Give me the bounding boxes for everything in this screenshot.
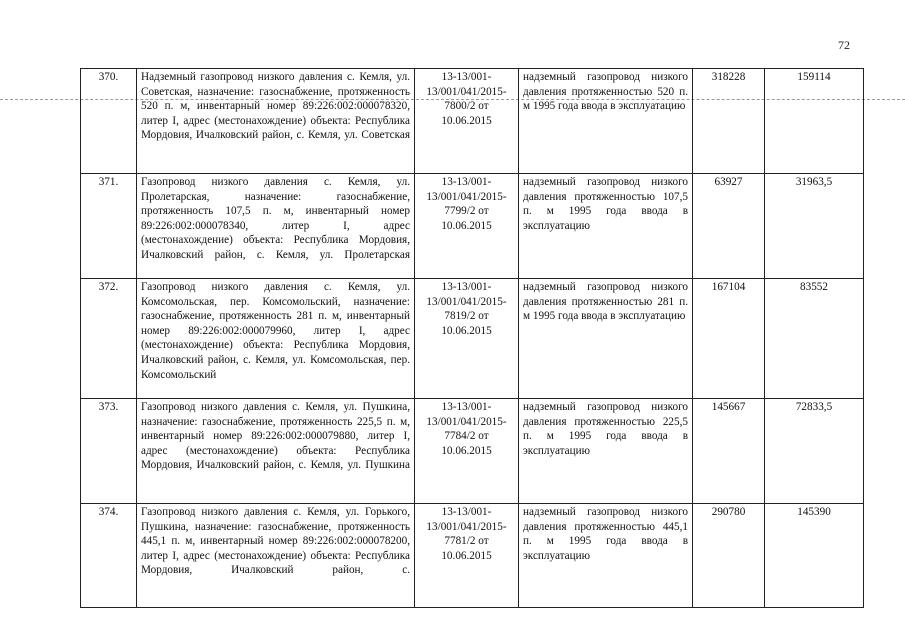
characteristic-cell: надземный газопровод низкого давления протяженностью 225,5 п. м 1995 года ввода в эксплуатацию bbox=[519, 399, 693, 504]
value-1-cell: 145667 bbox=[693, 399, 765, 504]
value-2-cell: 159114 bbox=[765, 69, 864, 174]
table-row bbox=[81, 504, 864, 608]
object-description-cell: Газопровод низкого давления с. Кемля, ул. Комсомольская, пер. Комсомольский, назначение: газоснабжение, протяженность 281 п. м, инвентарный номер 89:226:002:000079960, литер I, адрес (местонахождение) объекта: Республика Мордовия, Ичалковский район, с. Кемля, ул. Комсомольская, пер. Комсомольский bbox=[137, 279, 415, 399]
row-number-cell: 372. bbox=[81, 279, 137, 399]
characteristic-cell: надземный газопровод низкого давления протяженностью 107,5 п. м 1995 года ввода в эксплуатацию bbox=[519, 174, 693, 279]
row-number-cell: 374. bbox=[81, 504, 137, 608]
page-number: 72 bbox=[838, 38, 850, 52]
value-2-cell: 83552 bbox=[765, 279, 864, 399]
value-2-cell: 145390 bbox=[765, 504, 864, 608]
object-description-cell: Газопровод низкого давления с. Кемля, ул. Пролетарская, назначение: газоснабжение, протяженность 107,5 п. м, инвентарный номер 89:226:002:000078340, литер I, адрес (местонахождение) объекта: Республика Мордовия, Ичалковский район, с. Кемля, ул. Пролетарская bbox=[137, 174, 415, 279]
value-1-cell: 167104 bbox=[693, 279, 765, 399]
registration-number-cell: 13-13/001-13/001/041/2015-7799/2 от 10.06.2015 bbox=[415, 174, 519, 279]
object-description-cell: Газопровод низкого давления с. Кемля, ул. Пушкина, назначение: газоснабжение, протяженность 225,5 п. м, инвентарный номер 89:226:002:000079880, литер I, адрес (местонахождение) объекта: Республика Мордовия, Ичалковский район, с. Кемля, ул. Пушкина bbox=[137, 399, 415, 504]
table-row bbox=[81, 174, 864, 279]
registration-number-cell: 13-13/001-13/001/041/2015-7800/2 от 10.06.2015 bbox=[415, 69, 519, 174]
property-registry-table bbox=[80, 68, 864, 608]
table-row bbox=[81, 69, 864, 174]
row-number-cell: 370. bbox=[81, 69, 137, 174]
value-2-cell: 31963,5 bbox=[765, 174, 864, 279]
object-description-cell: Газопровод низкого давления с. Кемля, ул. Горького, Пушкина, назначение: газоснабжение, протяженность 445,1 п. м, инвентарный номер 89:226:002:000078200, литер I, адрес (местонахождение) объекта: Республика Мордовия, Ичалковский район, с. bbox=[137, 504, 415, 608]
object-description-cell: Надземный газопровод низкого давления с. Кемля, ул. Советская, назначение: газоснабжение, протяженность 520 п. м, инвентарный номер 89:226:002:000078320, литер I, адрес (местонахождение) объекта: Республика Мордовия, Ичалковский район, с. Кемля, ул. Советская bbox=[137, 69, 415, 174]
value-1-cell: 63927 bbox=[693, 174, 765, 279]
characteristic-cell: надземный газопровод низкого давления протяженностью 281 п. м 1995 года ввода в эксплуатацию bbox=[519, 279, 693, 399]
table-row bbox=[81, 399, 864, 504]
row-number-cell: 371. bbox=[81, 174, 137, 279]
characteristic-cell: надземный газопровод низкого давления протяженностью 445,1 п. м 1995 года ввода в эксплуатацию bbox=[519, 504, 693, 608]
value-2-cell: 72833,5 bbox=[765, 399, 864, 504]
value-1-cell: 318228 bbox=[693, 69, 765, 174]
table-row bbox=[81, 279, 864, 399]
value-1-cell: 290780 bbox=[693, 504, 765, 608]
characteristic-cell: надземный газопровод низкого давления протяженностью 520 п. м 1995 года ввода в эксплуатацию bbox=[519, 69, 693, 174]
registration-number-cell: 13-13/001-13/001/041/2015-7819/2 от 10.06.2015 bbox=[415, 279, 519, 399]
row-number-cell: 373. bbox=[81, 399, 137, 504]
registration-number-cell: 13-13/001-13/001/041/2015-7781/2 от 10.06.2015 bbox=[415, 504, 519, 608]
registration-number-cell: 13-13/001-13/001/041/2015-7784/2 от 10.06.2015 bbox=[415, 399, 519, 504]
